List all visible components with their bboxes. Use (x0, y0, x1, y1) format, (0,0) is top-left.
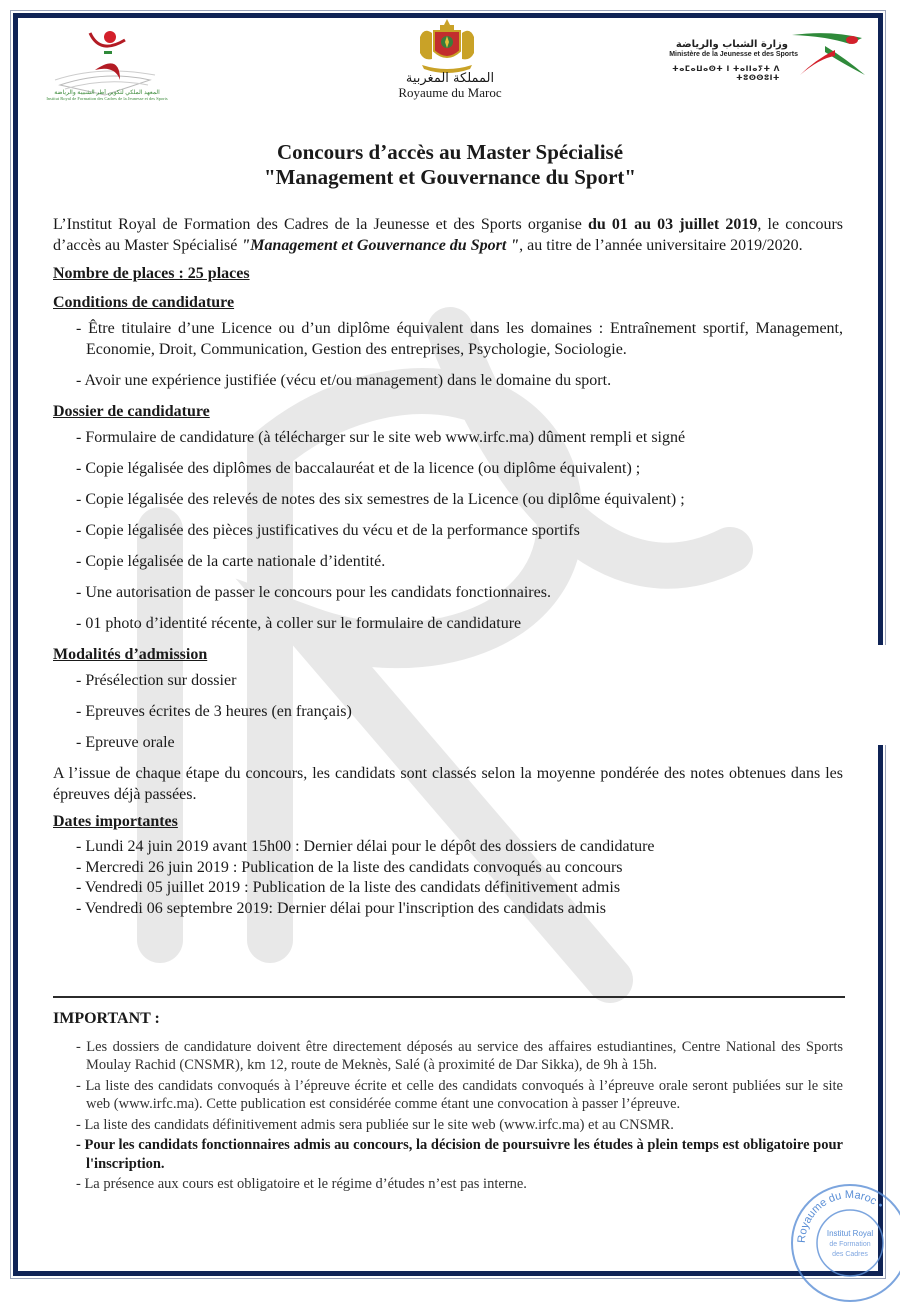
section-divider (53, 996, 845, 998)
list-item: - La liste des candidats définitivement admis sera publiée sur le site web (www.irfc.ma) et au CNSMR. (76, 1116, 674, 1133)
conditions-heading: Conditions de candidature (53, 294, 235, 311)
intro-text: , le concours d’accès au Master Spécialisé (53, 216, 844, 254)
official-stamp-icon (785, 1178, 900, 1308)
list-item: - Vendredi 06 septembre 2019: Dernier délai pour l'inscription des candidats admis (76, 899, 607, 917)
intro-dates: du 01 au 03 juillet 2019 (587, 216, 758, 233)
irfc-logo-arabic: المعهد الملكي لتكوين أطر الشبيبة والرياضة (54, 90, 160, 96)
list-item: - Mercredi 26 juin 2019 : Publication de la liste des candidats convoqués au concours (76, 858, 623, 876)
stamp-inner-text-2: de Formation (829, 1241, 871, 1248)
dossier-list (53, 427, 843, 634)
frame-gap (878, 645, 890, 745)
irfc-logo-french: Institut Royal de Formation des Cadres de la Jeunesse et des Sports (46, 96, 168, 101)
modalites-heading: Modalités d’admission (53, 646, 208, 663)
dates-list (53, 837, 843, 919)
kingdom-french-label: Royaume du Maroc (398, 85, 502, 100)
list-item: - Une autorisation de passer le concours pour les candidats fonctionnaires. (76, 584, 551, 601)
announcement-body (53, 214, 843, 919)
list-item: - 01 photo d’identité récente, à coller sur le formulaire de candidature (76, 615, 522, 632)
stamp-inner-text-1: Institut Royal (826, 1229, 874, 1238)
ministry-tifinagh-label: ⵜⴰⵎⴰⵡⴰⵙⵜ ⵏ ⵜⴰⵏⵏⴰⵢⵜ ⴷ ⵜⵓⵙⵙⵓⵏⵜ (672, 64, 780, 82)
important-heading: IMPORTANT : (53, 1010, 160, 1027)
ministry-french-label: Ministère de la Jeunesse et des Sports (669, 51, 798, 58)
list-item: - Vendredi 05 juillet 2019 : Publication de la liste des candidats définitivement admis (76, 879, 621, 896)
list-item: - Copie légalisée de la carte nationale d’identité. (76, 553, 386, 570)
page-subtitle: "Management et Gouvernance du Sport" (263, 165, 637, 189)
important-list (53, 1038, 843, 1194)
stamp-outer-text: Royaume du Maroc • (795, 1188, 886, 1244)
intro-paragraph (53, 214, 843, 256)
list-item: - Avoir une expérience justifiée (vécu et/ou management) dans le domaine du sport. (76, 372, 612, 389)
modalites-list (53, 670, 843, 753)
list-item: - Epreuves écrites de 3 heures (en français) (76, 703, 352, 720)
list-item: - Présélection sur dossier (76, 672, 237, 689)
dates-heading: Dates importantes (53, 813, 178, 830)
intro-text: , au titre de l’année universitaire 2019/2020. (519, 237, 803, 254)
list-item: - Pour les candidats fonctionnaires admis au concours, la décision de poursuivre les études à plein temps est obligatoire pour l'inscription. (76, 1137, 843, 1172)
intro-text: L’Institut Royal de Formation des Cadres de la Jeunesse et des Sports organise (53, 216, 588, 233)
kingdom-arabic-label: المملكة المغربية (405, 71, 495, 86)
list-item: - La présence aux cours est obligatoire et le régime d’études n’est pas interne. (76, 1176, 527, 1192)
list-item: - Epreuve orale (76, 734, 175, 751)
modalites-note: A l’issue de chaque étape du concours, les candidats sont classés selon la moyenne pondérée des notes obtenues dans les épreuves déjà passées. (53, 765, 843, 803)
conditions-list (53, 318, 843, 391)
list-item: - La liste des candidats convoqués à l’épreuve écrite et celle des candidats convoqués à l’épreuve orale seront publiées sur le site web (www.irfc.ma). Cette publication est considérée comme étant une convocation à passer l’épreuve. (76, 1077, 843, 1112)
stamp-inner-text-3: des Cadres (832, 1251, 868, 1258)
ministry-arabic-label: وزارة الشباب والرياضة (675, 39, 788, 50)
intro-program-name: "Management et Gouvernance du Sport " (241, 237, 520, 254)
ministry-logo-icon (790, 30, 870, 80)
places-value: 25 places (183, 265, 250, 282)
list-item: - Copie légalisée des pièces justificatives du vécu et de la performance sportifs (76, 522, 580, 539)
coat-of-arms-icon (412, 17, 482, 75)
page-title: Concours d’accès au Master Spécialisé (276, 140, 624, 164)
list-item: - Copie légalisée des relevés de notes des six semestres de la Licence (ou diplôme équivalent) ; (76, 491, 685, 508)
list-item: - Être titulaire d’une Licence ou d’un diplôme équivalent dans les domaines : Entraînement sportif, Management, Economie, Droit, Communication, Gestion des entreprises, Psychologie, Sociologie. (76, 320, 843, 358)
list-item: - Copie légalisée des diplômes de baccalauréat et de la licence (ou diplôme équivalent) ; (76, 460, 641, 477)
list-item: - Lundi 24 juin 2019 avant 15h00 : Dernier délai pour le dépôt des dossiers de candidature (76, 838, 655, 855)
list-item: - Formulaire de candidature (à télécharger sur le site web www.irfc.ma) dûment rempli et signé (76, 429, 686, 446)
important-notes (53, 1010, 843, 1196)
dossier-heading: Dossier de candidature (53, 403, 210, 420)
places-label: Nombre de places : (53, 265, 184, 282)
list-item: - Les dossiers de candidature doivent être directement déposés au service des affaires estudiantines, Centre National des Sports Moulay Rachid (CNSMR), km 12, route de Meknès, Salé (à proximité de Dar Sikka), de 9h à 15h. (76, 1038, 843, 1073)
places-heading (53, 263, 843, 285)
